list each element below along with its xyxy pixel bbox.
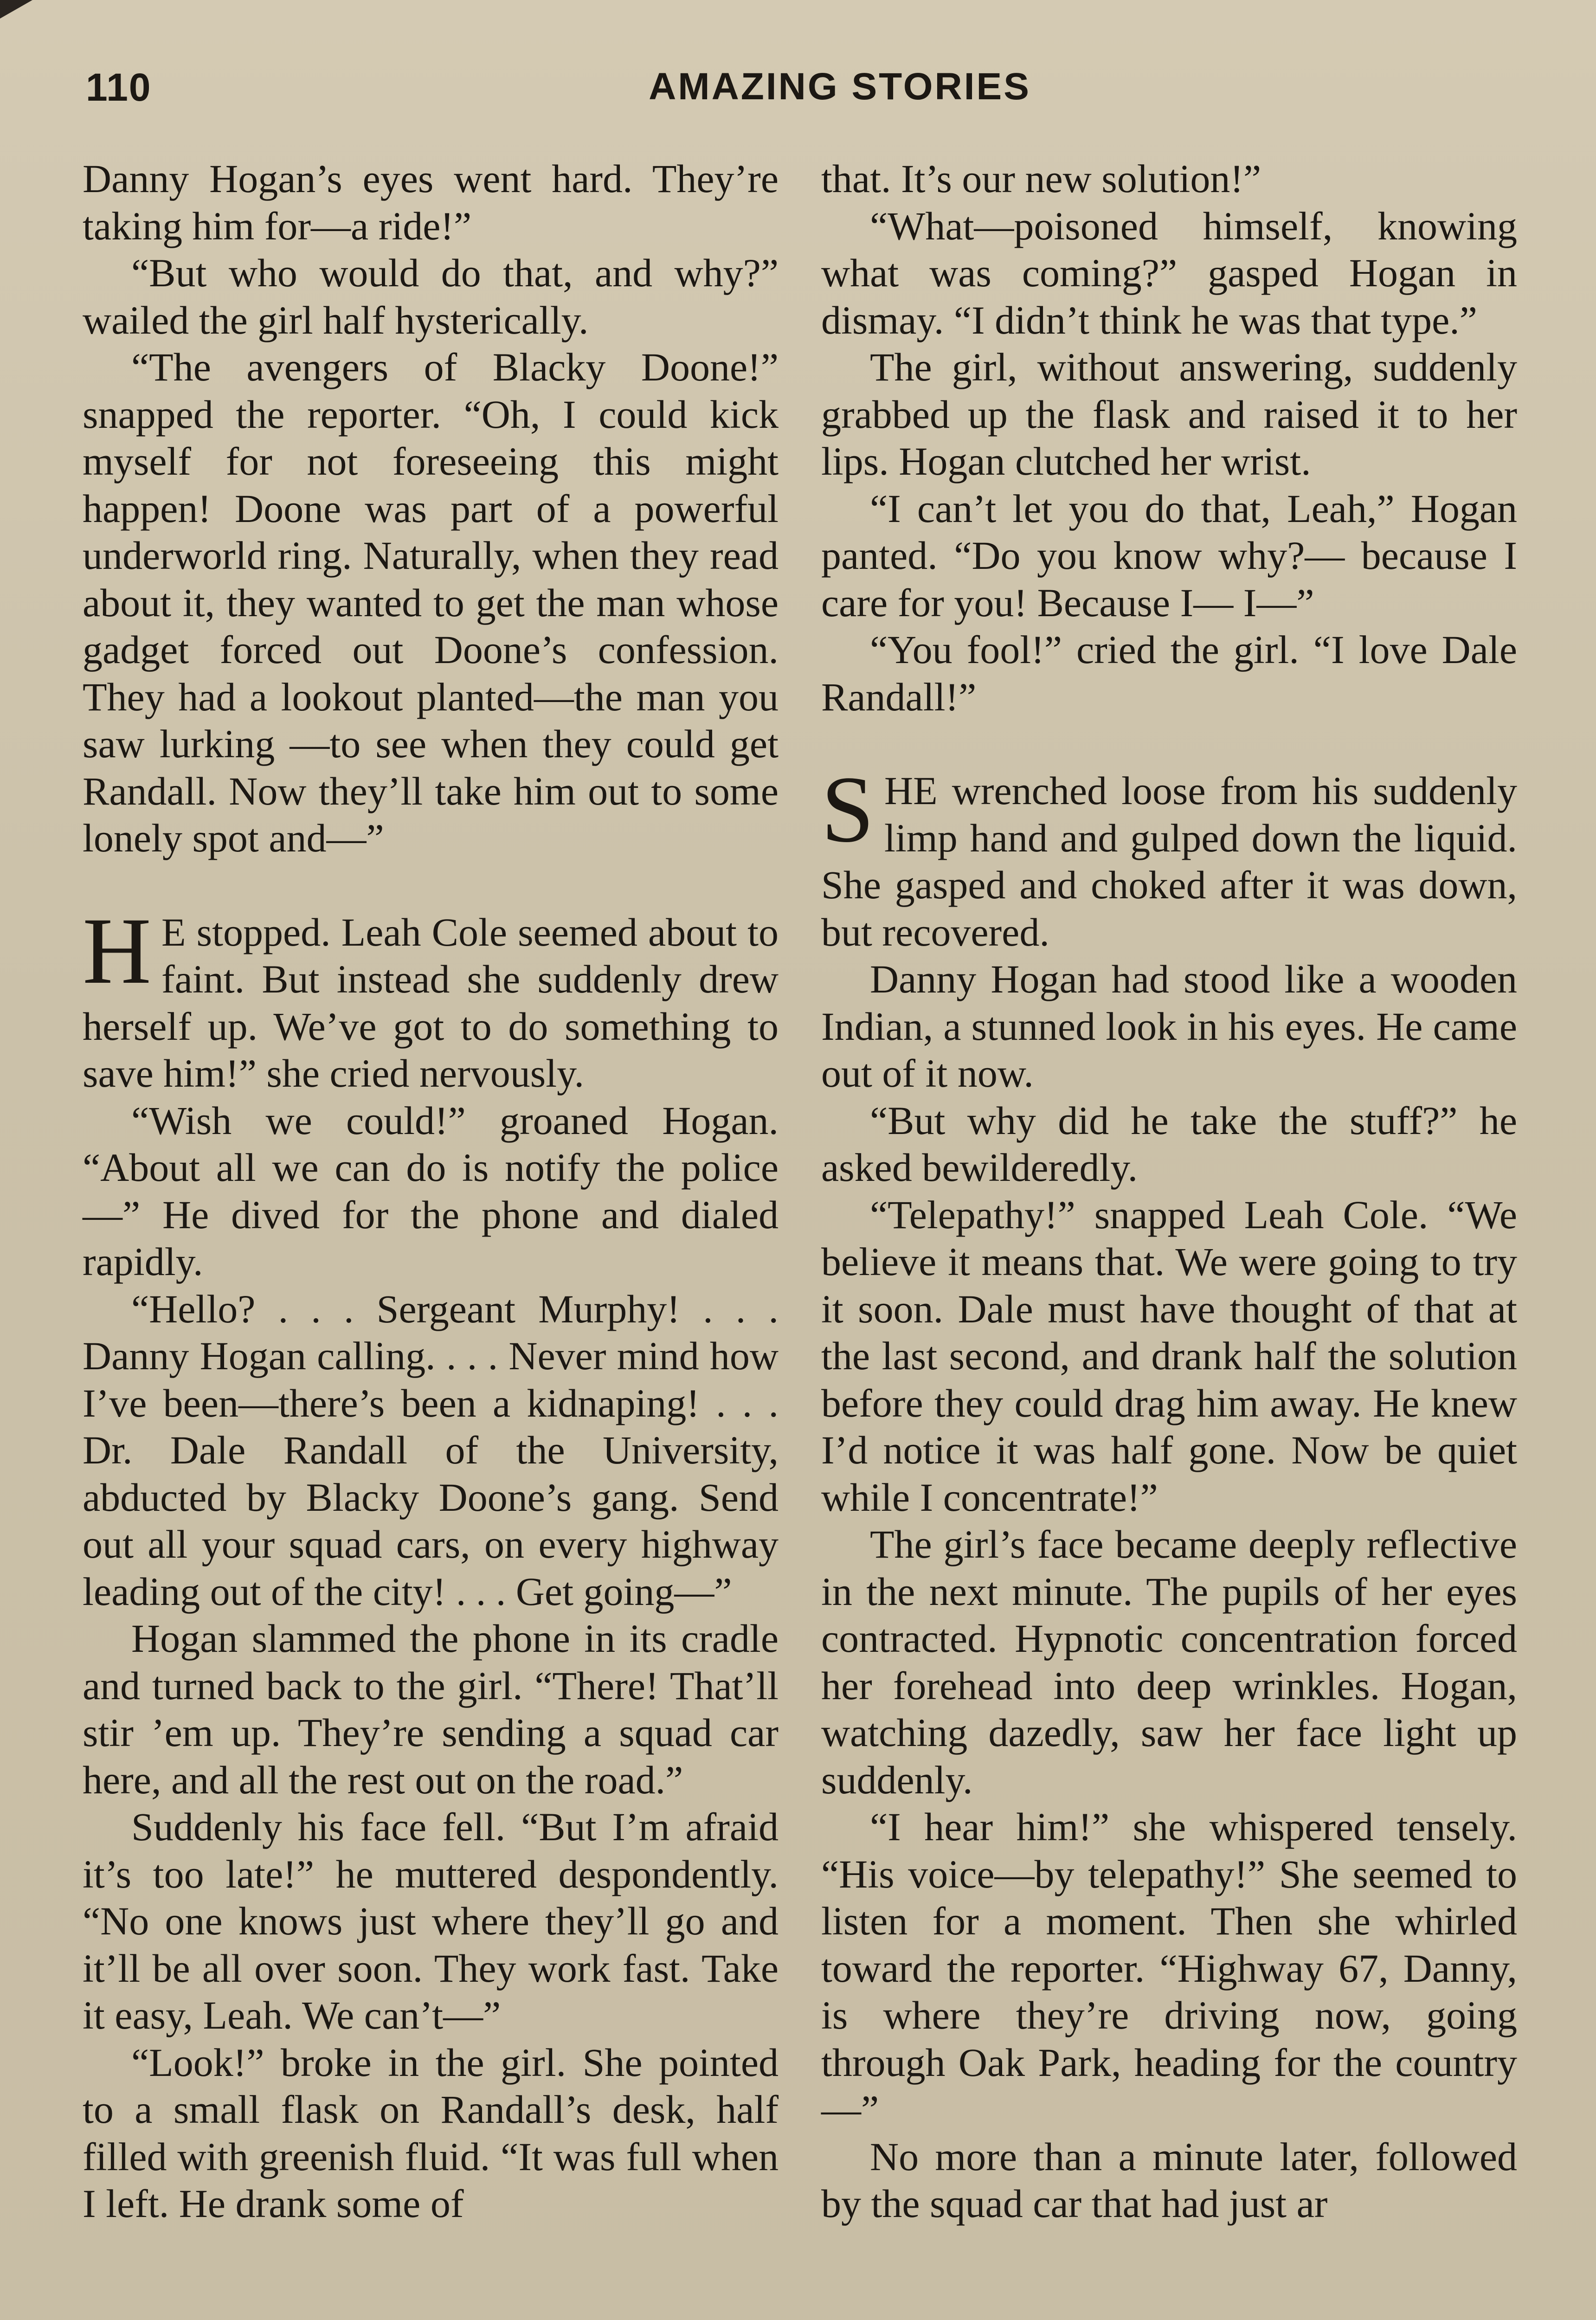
page-corner-mark <box>0 0 32 19</box>
paragraph: No more than a minute later, followed by the squad car that had just ar <box>821 2134 1517 2226</box>
drop-cap: H <box>83 898 152 1004</box>
paragraph-text: HE wrenched loose from his suddenly limp hand and gulped down the liquid. She gasped and choked after it was down, but recovered. <box>821 768 1517 954</box>
paragraph: “Telepathy!” snapped Leah Cole. “We believe it means that. We were going to try it soon. Dale must have thought of that at the last second, and drank half the solution before they could drag him away. He knew I’d notice it was half gone. Now be quiet while I concentrate!” <box>821 1192 1517 1520</box>
section-paragraph <box>83 898 779 1097</box>
paragraph: Hogan slammed the phone in its cradle and turned back to the girl. “There! That’ll stir ’em up. They’re sending a squad car here, and all the rest out on the road.” <box>83 1616 779 1802</box>
paragraph: “But why did he take the stuff?” he asked bewilderedly. <box>821 1098 1517 1190</box>
paragraph: “What—poisoned himself, knowing what was coming?” gasped Hogan in dismay. “I didn’t think he was that type.” <box>821 203 1517 342</box>
running-head <box>86 65 1510 116</box>
magazine-title: AMAZING STORIES <box>649 65 1031 108</box>
paragraph: The girl, without answering, suddenly grabbed up the flask and raised it to her lips. Hogan clutched her wrist. <box>821 345 1517 483</box>
paragraph: Suddenly his face fell. “But I’m afraid it’s too late!” he muttered despondently. “No one knows just where they’ll go and it’ll be all over soon. They work fast. Take it easy, Leah. We can’t—” <box>83 1804 779 2037</box>
paragraph-text: E stopped. Leah Cole seemed about to faint. But instead she suddenly drew herself up. We’ve got to do something to save him!” she cried nervously. <box>83 909 779 1096</box>
paragraph: “Hello? . . . Sergeant Murphy! . . . Danny Hogan calling. . . . Never mind how I’ve been—there’s been a kidnaping! . . . Dr. Dale Randall of the University, abducted by Blacky Doone’s gang. Send out all your squad cars, on every highway leading out of the city! . . . Get going—” <box>83 1286 779 1614</box>
paragraph: “Wish we could!” groaned Hogan. “About all we can do is notify the police—” He dived for the phone and dialed rapidly. <box>83 1098 779 1284</box>
section-paragraph <box>821 757 1517 956</box>
paragraph: Danny Hogan’s eyes went hard. They’re taking him for—a ride!” <box>83 156 779 248</box>
paragraph: “The avengers of Blacky Doone!” snapped the reporter. “Oh, I could kick myself for not foreseeing this might happen! Doone was part of a powerful underworld ring. Naturally, when they read about it, they wanted to get the man whose gadget forced out Doone’s confession. They had a lookout planted—the man you saw lurking —to see when they could get Randall. Now they’ll take him out to some lonely spot and—” <box>83 345 779 860</box>
right-column <box>821 155 1517 2228</box>
paragraph: Danny Hogan had stood like a wooden Indian, a stunned look in his eyes. He came out of it now. <box>821 957 1517 1096</box>
paragraph: “I can’t let you do that, Leah,” Hogan panted. “Do you know why?— because I care for you! Because I— I—” <box>821 486 1517 625</box>
drop-cap: S <box>821 757 875 862</box>
paragraph: “But who would do that, and why?” wailed the girl half hysterically. <box>83 251 779 342</box>
paragraph: “I hear him!” she whispered tensely. “His voice—by telepathy!” She seemed to listen for a moment. Then she whirled toward the reporter. “Highway 67, Danny, is where they’re driving now, going through Oak Park, heading for the country—” <box>821 1804 1517 2132</box>
paragraph: “Look!” broke in the girl. She pointed to a small flask on Randall’s desk, half filled with greenish fluid. “It was full when I left. He drank some of <box>83 2040 779 2226</box>
paragraph: “You fool!” cried the girl. “I love Dale Randall!” <box>821 627 1517 719</box>
paragraph: The girl’s face became deeply reflective in the next minute. The pupils of her eyes contracted. Hypnotic concentration forced her forehead into deep wrinkles. Hogan, watching dazedly, saw her face light up suddenly. <box>821 1522 1517 1802</box>
page-number: 110 <box>86 65 152 109</box>
paragraph: that. It’s our new solution!” <box>821 156 1261 201</box>
left-column <box>83 155 779 2228</box>
